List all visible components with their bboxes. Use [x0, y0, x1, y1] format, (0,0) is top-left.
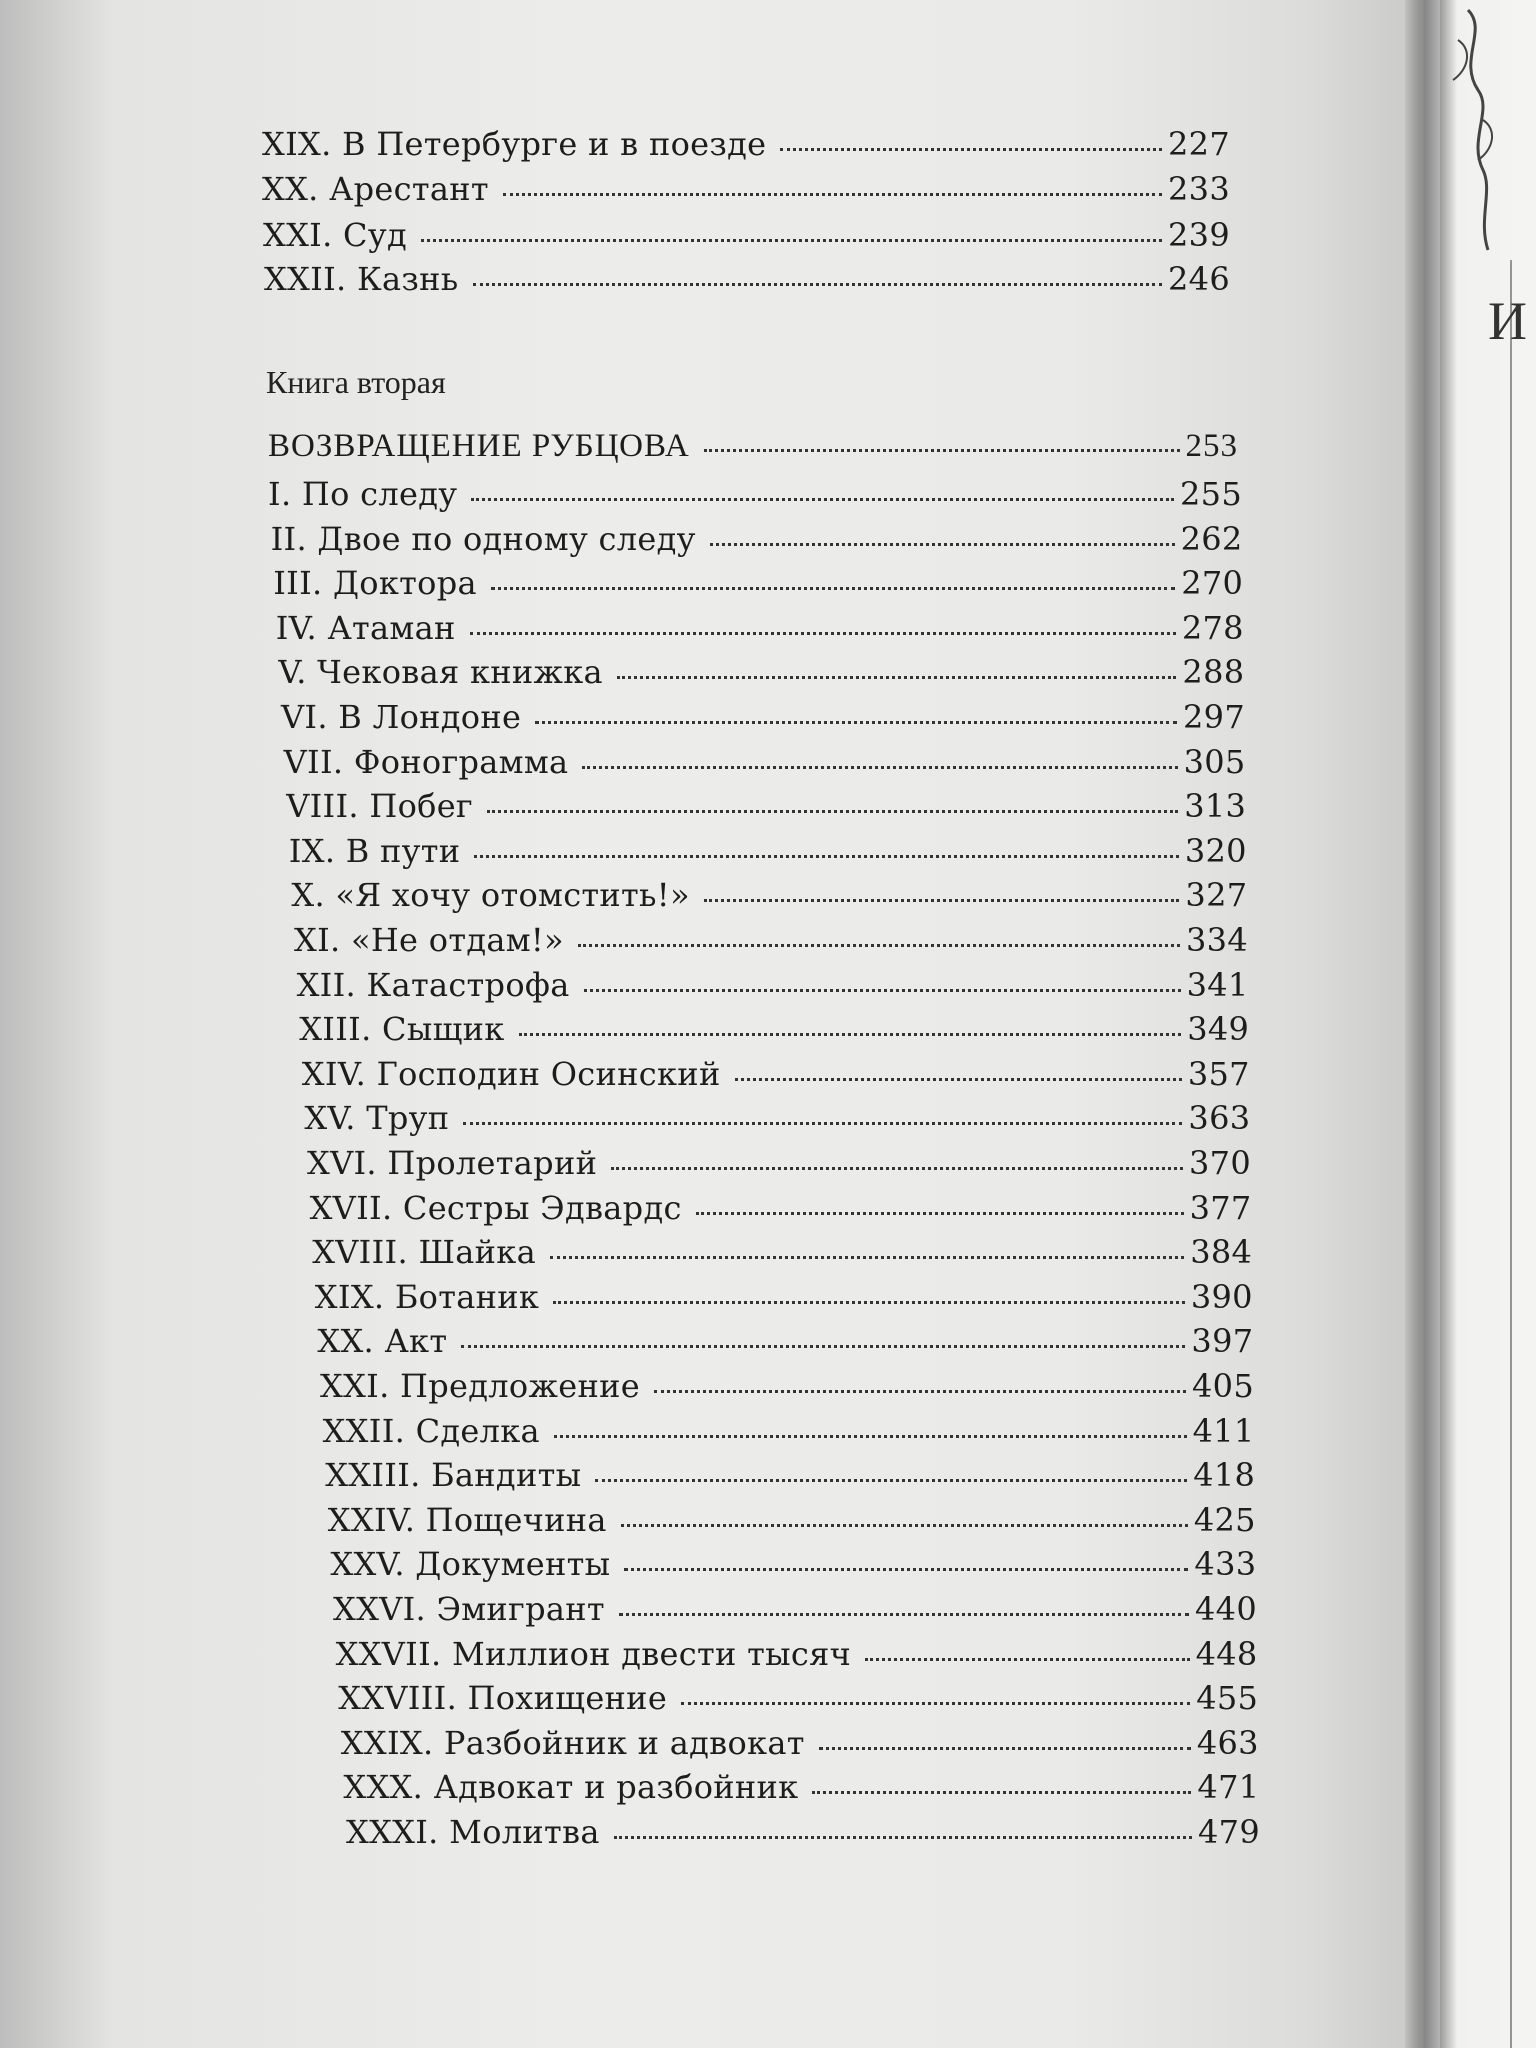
toc-entry-title: XXV. Документы	[330, 1545, 611, 1584]
toc-entry-page: 262	[1180, 519, 1243, 558]
dot-leader	[503, 189, 1162, 196]
dot-leader	[865, 1654, 1190, 1661]
toc-entry-page: 305	[1183, 742, 1246, 781]
dot-leader	[554, 1431, 1187, 1438]
toc-entry-page: 357	[1187, 1054, 1250, 1093]
toc-entry	[262, 125, 1230, 165]
toc-entry	[268, 475, 1242, 515]
dot-leader	[421, 235, 1162, 242]
toc-entry	[328, 1501, 1256, 1541]
toc-entry	[278, 653, 1244, 693]
toc-entry-title: XXII. Сделка	[322, 1411, 540, 1450]
dot-leader	[696, 1208, 1184, 1215]
toc-entry	[284, 743, 1246, 783]
dot-leader	[491, 583, 1175, 590]
dot-leader	[578, 940, 1180, 947]
toc-entry-title: XX. Арестант	[262, 170, 489, 208]
toc-entry-page: 479	[1198, 1813, 1260, 1851]
dot-leader	[780, 144, 1162, 151]
toc-entry-page: 278	[1181, 608, 1244, 647]
dot-leader	[710, 539, 1175, 546]
toc-entry	[289, 832, 1247, 872]
dot-leader	[487, 806, 1178, 813]
toc-entry	[273, 564, 1243, 604]
toc-entry	[262, 170, 1230, 210]
toc-entry-page: 425	[1193, 1500, 1256, 1539]
book-two-label: Книга вторая	[266, 364, 446, 400]
dot-leader	[621, 1520, 1188, 1527]
toc-entry-page: 384	[1190, 1233, 1253, 1272]
toc-entry	[333, 1590, 1257, 1630]
toc-entry-title: XX. Акт	[317, 1322, 448, 1361]
toc-entry-page: 390	[1190, 1277, 1253, 1316]
toc-entry-page: 255	[1180, 475, 1242, 513]
toc-entry-title: XXI. Суд	[263, 216, 407, 254]
toc-entry	[338, 1679, 1258, 1719]
toc-entry	[317, 1322, 1253, 1362]
toc-entry-title: I. По следу	[268, 475, 458, 513]
toc-entry	[320, 1367, 1254, 1407]
toc-entry-title: XIX. Ботаник	[314, 1277, 540, 1316]
toc-entry-title: XXVII. Миллион двести тысяч	[335, 1634, 852, 1673]
toc-entry-page: 349	[1187, 1010, 1250, 1049]
toc-entry	[336, 1635, 1258, 1675]
ornament-icon	[1438, 0, 1508, 260]
toc-entry-title: XXVI. Эмигрант	[333, 1590, 605, 1628]
toc-entry-title: ВОЗВРАЩЕНИЕ РУБЦОВА	[268, 428, 690, 464]
toc-entry-page: 246	[1168, 260, 1230, 298]
toc-entry	[268, 428, 1238, 468]
dot-leader	[553, 1297, 1185, 1304]
dot-leader	[471, 494, 1174, 501]
toc-entry	[299, 1010, 1249, 1050]
toc-entry-title: VIII. Побег	[286, 787, 474, 826]
toc-entry-page: 327	[1185, 876, 1248, 915]
toc-entry-title: IX. В пути	[288, 831, 461, 870]
toc-entry-page: 433	[1194, 1545, 1257, 1584]
toc-entry	[330, 1545, 1256, 1585]
toc-entry-page: 455	[1196, 1679, 1259, 1718]
dot-leader	[614, 1832, 1192, 1839]
toc-entry-page: 397	[1191, 1322, 1254, 1361]
toc-entry	[286, 787, 1246, 827]
dot-leader	[624, 1564, 1188, 1571]
toc-entry-page: 288	[1182, 653, 1245, 692]
toc-entry	[341, 1724, 1259, 1764]
toc-entry-title: V. Чековая книжка	[278, 653, 603, 692]
toc-entry-page: 471	[1197, 1768, 1260, 1807]
toc-entry	[346, 1813, 1260, 1853]
toc-entry-page: 440	[1195, 1590, 1257, 1628]
toc-entry	[343, 1768, 1259, 1808]
toc-entry-page: 320	[1184, 831, 1247, 870]
toc-entry-title: XIII. Сыщик	[299, 1010, 505, 1049]
toc-entry-title: XVII. Сестры Эдвардс	[309, 1188, 682, 1227]
toc-entry-title: VI. В Лондоне	[281, 698, 522, 736]
toc-entry-title: VII. Фонограмма	[283, 742, 569, 781]
toc-entry-title: XIV. Господин Осинский	[301, 1054, 721, 1093]
toc-entry	[291, 876, 1247, 916]
toc-entry-page: 370	[1189, 1144, 1251, 1182]
toc-entry-page: 313	[1184, 787, 1247, 826]
toc-entry-page: 448	[1195, 1634, 1258, 1673]
toc-entry-title: III. Доктора	[273, 564, 477, 603]
toc-entry-page: 418	[1193, 1456, 1256, 1495]
dot-leader	[704, 895, 1180, 902]
toc-entry-title: XVI. Пролетарий	[307, 1144, 598, 1182]
toc-entry-page: 227	[1168, 125, 1230, 163]
toc-entry	[315, 1278, 1253, 1318]
toc-entry-title: XVIII. Шайка	[312, 1233, 536, 1272]
facing-page-letter: И	[1488, 291, 1527, 351]
toc-entry	[307, 1144, 1251, 1184]
dot-leader	[535, 717, 1177, 724]
dot-leader	[461, 1341, 1185, 1348]
toc-entry-page: 297	[1183, 698, 1245, 736]
toc-entry-page: 411	[1192, 1411, 1255, 1450]
toc-entry-title: XXI. Предложение	[320, 1367, 640, 1405]
toc-entry-page: 363	[1188, 1099, 1251, 1138]
toc-entry-title: XIX. В Петербурге и в поезде	[262, 125, 767, 163]
toc-entry-title: XXIII. Бандиты	[325, 1456, 582, 1495]
toc-entry-title: XXVIII. Похищение	[338, 1679, 668, 1718]
toc-entry	[310, 1189, 1252, 1229]
dot-leader	[470, 628, 1176, 635]
toc-entry-title: XXIX. Разбойник и адвокат	[340, 1723, 805, 1762]
toc-entry-title: XV. Труп	[304, 1099, 450, 1138]
toc-entry-title: XI. «Не отдам!»	[294, 921, 564, 959]
toc-entry-page: 377	[1189, 1188, 1252, 1227]
dot-leader	[654, 1386, 1186, 1393]
toc-entry-title: XXXI. Молитва	[346, 1813, 600, 1851]
toc-entry-title: XXIV. Пощечина	[327, 1500, 607, 1539]
toc-entry-title: XXII. Казнь	[264, 260, 459, 298]
dot-leader	[704, 445, 1180, 452]
dot-leader	[474, 851, 1178, 858]
toc-entry	[302, 1055, 1250, 1095]
dot-leader	[812, 1787, 1191, 1794]
toc-entry	[304, 1099, 1250, 1139]
toc-entry	[312, 1233, 1252, 1273]
toc-entry	[297, 966, 1249, 1006]
toc-entry-page: 341	[1186, 965, 1249, 1004]
dot-leader	[611, 1163, 1183, 1170]
toc-entry-page: 233	[1168, 170, 1230, 208]
dot-leader	[595, 1475, 1187, 1482]
toc-entry	[276, 609, 1244, 649]
dot-leader	[519, 1029, 1182, 1036]
dot-leader	[463, 1118, 1182, 1125]
toc-entry-title: XII. Катастрофа	[296, 965, 570, 1004]
toc-entry-page: 463	[1196, 1723, 1259, 1762]
toc-entry	[263, 216, 1230, 256]
toc-entry-title: IV. Атаман	[275, 608, 456, 647]
toc-entry-title: II. Двое по одному следу	[270, 519, 696, 558]
dot-leader	[735, 1074, 1182, 1081]
dot-leader	[584, 985, 1181, 992]
toc-entry-page: 270	[1181, 564, 1244, 603]
toc-entry-title: XXX. Адвокат и разбойник	[343, 1768, 799, 1807]
toc-entry-page: 405	[1192, 1367, 1254, 1405]
dot-leader	[681, 1698, 1190, 1705]
dot-leader	[619, 1609, 1189, 1616]
dot-leader	[582, 762, 1177, 769]
toc-entry	[264, 260, 1230, 300]
toc-entry	[294, 921, 1248, 961]
facing-page-frame	[1510, 260, 1516, 2048]
toc-entry	[323, 1412, 1255, 1452]
dot-leader	[617, 672, 1176, 679]
toc-entry	[281, 698, 1245, 738]
dot-leader	[473, 279, 1162, 286]
toc-entry	[325, 1456, 1255, 1496]
dot-leader	[819, 1743, 1191, 1750]
toc-entry-title: X. «Я хочу отомстить!»	[291, 876, 690, 915]
toc-entry-page: 334	[1186, 921, 1248, 959]
toc-entry-page: 239	[1168, 216, 1230, 254]
toc-entry	[271, 520, 1243, 560]
dot-leader	[550, 1252, 1184, 1259]
toc-entry-page: 253	[1185, 428, 1238, 464]
